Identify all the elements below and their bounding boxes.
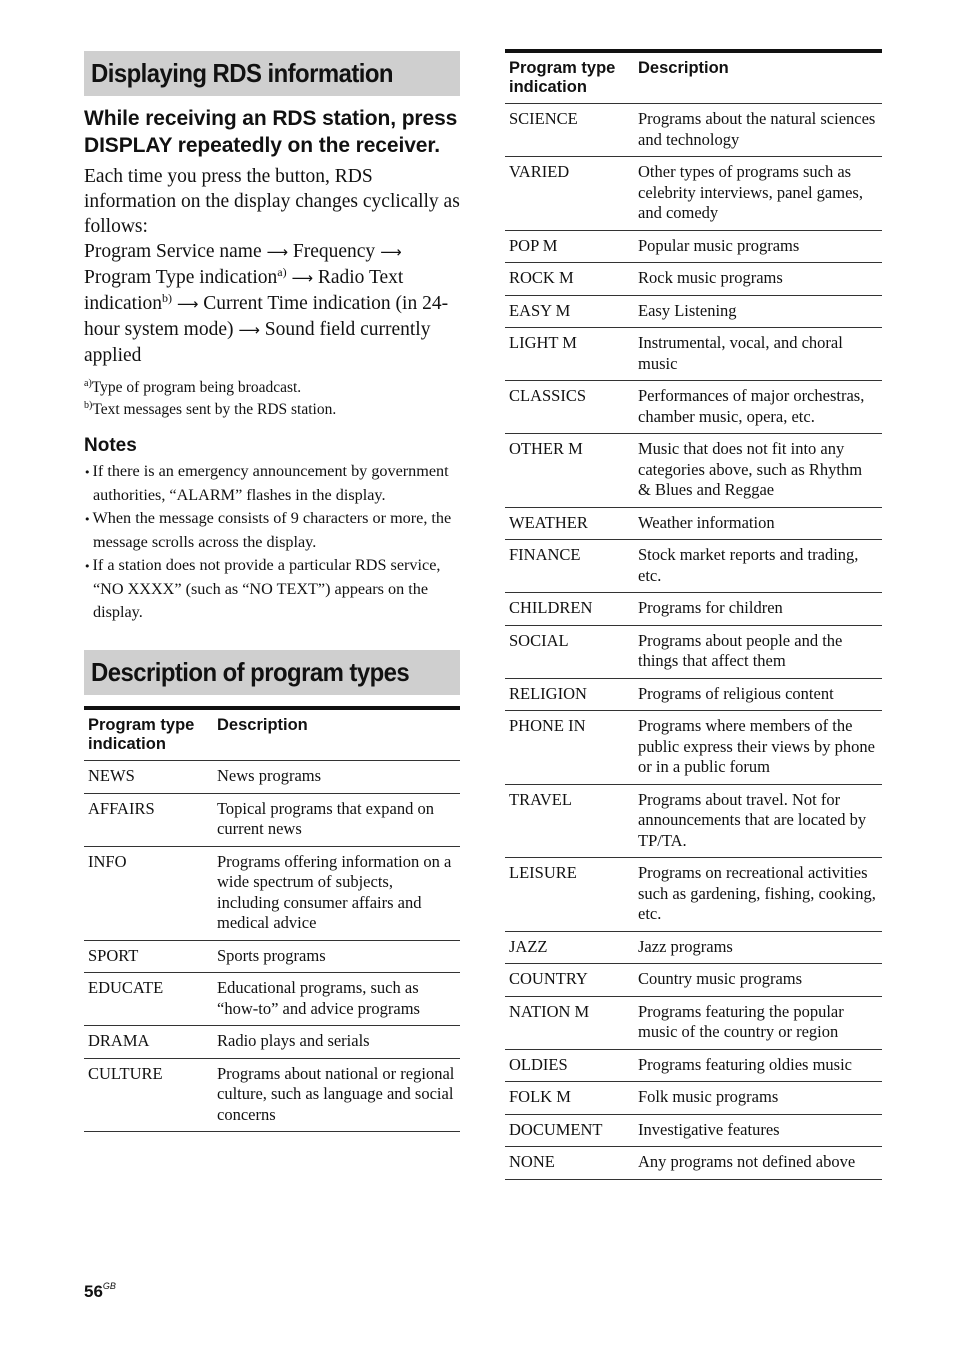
section-heading-program-types (84, 650, 460, 695)
program-type-description: Popular music programs (634, 230, 882, 263)
table-row (505, 230, 882, 263)
arrow-right-icon: ⟶ (238, 321, 260, 339)
program-type-description: Jazz programs (634, 931, 882, 964)
table-row (505, 593, 882, 626)
left-column (84, 51, 460, 1132)
program-type-description: Topical programs that expand on current news (213, 793, 460, 846)
program-type-description: Country music programs (634, 964, 882, 997)
header-program-type: Program type indication (84, 708, 213, 761)
seq-program-service-name: Program Service name (84, 241, 262, 262)
program-type-description: Programs on recreational activities such as gardening, fishing, cooking, etc. (634, 858, 882, 932)
header-description: Description (213, 708, 460, 761)
footnote (84, 399, 460, 421)
program-type-description: Programs about people and the things that affect them (634, 625, 882, 678)
note-item: • If a station does not provide a particular RDS service, “NO XXXX” (such as “NO TEXT”) appears on the display. (84, 554, 460, 624)
program-type-code: EDUCATE (84, 973, 213, 1026)
table-row (84, 1058, 460, 1132)
table-row (505, 104, 882, 157)
table-row (505, 625, 882, 678)
program-type-code: WEATHER (505, 507, 634, 540)
table-body-left (84, 761, 460, 1132)
program-type-code: LEISURE (505, 858, 634, 932)
program-type-description: Radio plays and serials (213, 1026, 460, 1059)
program-type-code: SPORT (84, 940, 213, 973)
program-type-code: TRAVEL (505, 784, 634, 858)
page-number (84, 1282, 116, 1302)
program-type-description: Instrumental, vocal, and choral music (634, 328, 882, 381)
footnote-mark: a) (84, 378, 92, 389)
table-row (505, 157, 882, 231)
table-row (505, 996, 882, 1049)
footnote (84, 377, 460, 399)
program-type-code: JAZZ (505, 931, 634, 964)
program-type-code: OLDIES (505, 1049, 634, 1082)
program-type-description: Programs offering information on a wide spectrum of subjects, including consumer affairs and medical advice (213, 846, 460, 940)
table-row (505, 540, 882, 593)
program-type-code: RELIGION (505, 678, 634, 711)
footnote-mark-a: a) (277, 265, 287, 279)
instruction-heading: While receiving an RDS station, press DISPLAY repeatedly on the receiver. (84, 107, 458, 157)
footnote-text: Text messages sent by the RDS station. (92, 401, 337, 418)
table-row (505, 1049, 882, 1082)
intro-paragraph: Each time you press the button, RDS information on the display changes cyclically as follows: (84, 166, 460, 237)
footnote-mark: b) (84, 400, 93, 411)
table-row (505, 295, 882, 328)
table-row (505, 434, 882, 508)
table-row (505, 931, 882, 964)
table-row (84, 1026, 460, 1059)
program-type-code: ROCK M (505, 263, 634, 296)
table-row (505, 1082, 882, 1115)
seq-frequency: Frequency (292, 241, 376, 262)
seq-radio-text: Radio Text indication (84, 267, 404, 314)
table-header-row (505, 51, 882, 104)
program-type-code: SOCIAL (505, 625, 634, 678)
program-type-description: Weather information (634, 507, 882, 540)
table-row (505, 784, 882, 858)
table-row (505, 1147, 882, 1180)
program-type-description: News programs (213, 761, 460, 794)
table-body-right (505, 104, 882, 1180)
program-type-code: DRAMA (84, 1026, 213, 1059)
seq-program-type: Program Type indication (84, 267, 278, 288)
program-type-code: CLASSICS (505, 381, 634, 434)
right-column (505, 49, 882, 1180)
page-number-value: 56 (84, 1282, 103, 1301)
program-type-code: LIGHT M (505, 328, 634, 381)
section-title-rds: Displaying RDS information (91, 58, 393, 88)
program-type-description: Sports programs (213, 940, 460, 973)
program-type-code: AFFAIRS (84, 793, 213, 846)
table-row (505, 678, 882, 711)
program-type-code: NEWS (84, 761, 213, 794)
table-row (505, 711, 882, 785)
program-type-code: FINANCE (505, 540, 634, 593)
table-row (505, 263, 882, 296)
program-type-description: Programs of religious content (634, 678, 882, 711)
program-type-code: FOLK M (505, 1082, 634, 1115)
program-type-code: VARIED (505, 157, 634, 231)
program-type-description: Programs for children (634, 593, 882, 626)
seq-current-time: Current Time indication (in 24-hour system mode) (84, 293, 449, 340)
program-type-description: Programs where members of the public express their views by phone or in a public forum (634, 711, 882, 785)
program-type-description: Rock music programs (634, 263, 882, 296)
table-header-row (84, 708, 460, 761)
program-type-description: Programs about the natural sciences and technology (634, 104, 882, 157)
program-type-description: Easy Listening (634, 295, 882, 328)
program-type-code: PHONE IN (505, 711, 634, 785)
header-description: Description (634, 51, 882, 104)
table-row (505, 858, 882, 932)
table-row (505, 507, 882, 540)
program-type-description: Stock market reports and trading, etc. (634, 540, 882, 593)
arrow-right-icon: ⟶ (291, 269, 313, 287)
section-heading-rds (84, 51, 460, 96)
table-row (84, 761, 460, 794)
seq-sound-field: Sound field currently applied (84, 319, 431, 366)
program-type-code: SCIENCE (505, 104, 634, 157)
table-row (505, 964, 882, 997)
program-type-description: Educational programs, such as “how-to” and advice programs (213, 973, 460, 1026)
table-row (84, 940, 460, 973)
table-row (505, 328, 882, 381)
program-type-description: Folk music programs (634, 1082, 882, 1115)
program-type-description: Performances of major orchestras, chamber music, opera, etc. (634, 381, 882, 434)
program-types-table-right (505, 49, 882, 1180)
program-type-code: NATION M (505, 996, 634, 1049)
header-program-type: Program type indication (505, 51, 634, 104)
program-type-code: OTHER M (505, 434, 634, 508)
program-type-code: CULTURE (84, 1058, 213, 1132)
program-type-code: POP M (505, 230, 634, 263)
notes-title: Notes (84, 435, 137, 456)
table-row (84, 846, 460, 940)
note-item: • If there is an emergency announcement by government authorities, “ALARM” flashes in the display. (84, 460, 460, 507)
footnotes (84, 377, 460, 421)
note-item: • When the message consists of 9 characters or more, the message scrolls across the display. (84, 507, 460, 554)
program-type-description: Programs featuring the popular music of the country or region (634, 996, 882, 1049)
table-row (84, 793, 460, 846)
program-type-description: Investigative features (634, 1114, 882, 1147)
footnote-text: Type of program being broadcast. (91, 379, 302, 396)
program-type-description: Music that does not fit into any categories above, such as Rhythm & Blues and Reggae (634, 434, 882, 508)
table-row (84, 973, 460, 1026)
arrow-right-icon: ⟶ (176, 295, 199, 313)
notes-list (84, 460, 460, 624)
program-type-code: COUNTRY (505, 964, 634, 997)
arrow-right-icon: ⟶ (266, 243, 288, 261)
footnote-mark-b: b) (161, 291, 172, 305)
table-row (505, 381, 882, 434)
table-row (505, 1114, 882, 1147)
program-type-description: Other types of programs such as celebrity interviews, panel games, and comedy (634, 157, 882, 231)
program-type-description: Any programs not defined above (634, 1147, 882, 1180)
program-type-code: EASY M (505, 295, 634, 328)
arrow-right-icon: ⟶ (380, 243, 402, 261)
section-title-program-types: Description of program types (91, 657, 410, 687)
program-type-code: DOCUMENT (505, 1114, 634, 1147)
program-type-code: NONE (505, 1147, 634, 1180)
program-type-description: Programs about travel. Not for announcements that are located by TP/TA. (634, 784, 882, 858)
program-type-description: Programs featuring oldies music (634, 1049, 882, 1082)
program-types-table-left (84, 706, 460, 1132)
display-sequence (84, 239, 460, 368)
program-type-description: Programs about national or regional culture, such as language and social concerns (213, 1058, 460, 1132)
region-code: GB (102, 1281, 116, 1291)
program-type-code: INFO (84, 846, 213, 940)
program-type-code: CHILDREN (505, 593, 634, 626)
